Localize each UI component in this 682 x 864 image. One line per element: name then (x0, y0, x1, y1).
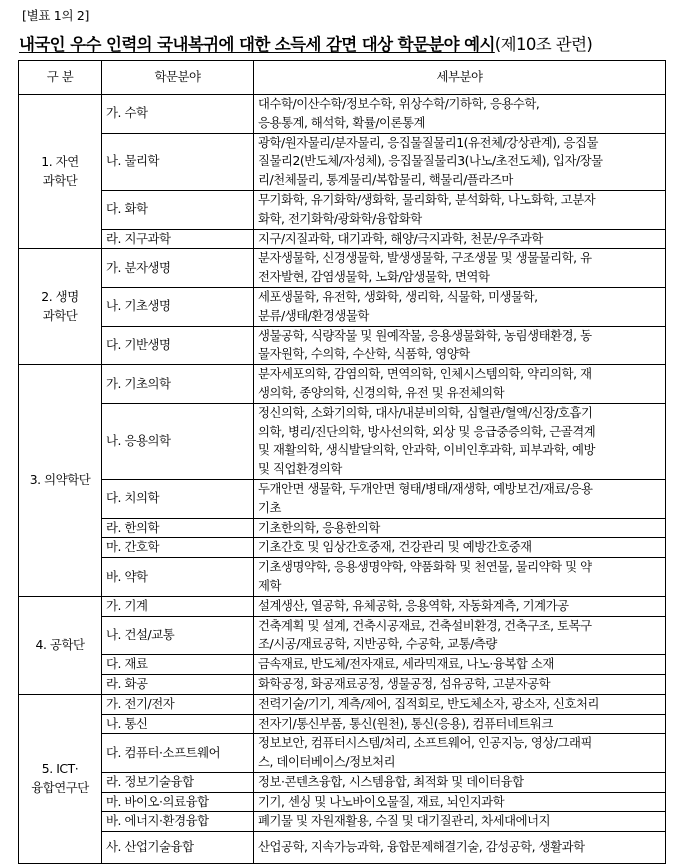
field-name: 사. 산업기술융합 (102, 832, 254, 864)
field-name: 라. 화공 (102, 674, 254, 694)
table-row (19, 538, 666, 558)
detail-line: 응용통계, 해석학, 확률/이론통계 (258, 114, 426, 130)
field-name: 다. 재료 (102, 655, 254, 675)
table-row (19, 832, 666, 864)
detail-line: 기초한의학, 응용한의학 (258, 519, 380, 535)
detail-line: 및 직업환경의학 (258, 461, 342, 477)
detail-line: 산업공학, 지속가능과학, 융합문제해결기술, 감성공학, 생활과학 (258, 839, 585, 855)
detail-line: 의학, 병리/진단의학, 방사선의학, 외상 및 응급중증의학, 근골격계 (258, 423, 596, 439)
group-label (19, 596, 102, 694)
group-label (19, 694, 102, 864)
field-detail (254, 674, 666, 694)
group-label-line: 융합연구단 (31, 779, 89, 795)
field-detail (254, 190, 666, 229)
detail-line: 광학/원자물리/분자물리, 응집물질물리1(유전체/강상관계), 응집물 (258, 134, 598, 150)
table-header-row (19, 61, 666, 95)
detail-line: 분류/생태/환경생물학 (258, 307, 369, 323)
field-name: 바. 약학 (102, 558, 254, 597)
field-detail (254, 538, 666, 558)
field-name: 마. 간호학 (102, 538, 254, 558)
detail-line: 기초 (258, 499, 281, 515)
field-name: 다. 기반생명 (102, 326, 254, 365)
field-name: 나. 통신 (102, 714, 254, 734)
table-row (19, 249, 666, 288)
field-name: 가. 수학 (102, 95, 254, 134)
detail-line: 리/천체물리, 통계물리/복합물리, 핵물리/플라즈마 (258, 172, 513, 188)
field-detail (254, 655, 666, 675)
title-suffix: (제10조 관련) (494, 35, 593, 54)
header-detail: 세부분야 (254, 61, 666, 95)
table-row (19, 616, 666, 655)
field-name: 마. 바이오·의료융합 (102, 792, 254, 812)
table-row (19, 558, 666, 597)
field-detail (254, 518, 666, 538)
field-name: 나. 건설/교통 (102, 616, 254, 655)
detail-line: 정신의학, 소화기의학, 대사/내분비의학, 심혈관/혈액/신장/호흡기 (258, 404, 593, 420)
detail-line: 제학 (258, 577, 281, 593)
field-name: 나. 응용의학 (102, 403, 254, 479)
field-detail (254, 558, 666, 597)
academic-fields-table (18, 60, 666, 864)
detail-line: 스, 데이터베이스/정보처리 (258, 754, 396, 770)
table-row (19, 655, 666, 675)
detail-line: 분자세포의학, 감염의학, 면역의학, 인체시스템의학, 약리의학, 재 (258, 366, 592, 382)
group-label-line: 과학단 (42, 172, 78, 188)
table-row (19, 674, 666, 694)
detail-line: 세포생물학, 유전학, 생화학, 생리학, 식물학, 미생물학, (258, 288, 538, 304)
detail-line: 기초간호 및 임상간호중재, 건강관리 및 예방간호중재 (258, 539, 532, 555)
table-row (19, 812, 666, 832)
field-detail (254, 812, 666, 832)
detail-line: 조/시공/재료공학, 지반공학, 수공학, 교통/측량 (258, 636, 497, 652)
detail-line: 건축계획 및 설계, 건축시공재료, 건축설비환경, 건축구조, 토목구 (258, 617, 592, 633)
field-name: 라. 한의학 (102, 518, 254, 538)
field-detail (254, 714, 666, 734)
table-row (19, 694, 666, 714)
field-detail (254, 734, 666, 773)
detail-line: 전자기/통신부품, 통신(원천), 통신(응용), 컴퓨터네트워크 (258, 715, 553, 731)
detail-line: 폐기물 및 자원재활용, 수질 및 대기질관리, 차세대에너지 (258, 813, 551, 829)
table-row (19, 365, 666, 404)
group-label (19, 249, 102, 365)
detail-line: 전력기술/기기, 계측/제어, 집적회로, 반도체소자, 광소자, 신호처리 (258, 695, 599, 711)
field-detail (254, 133, 666, 190)
field-detail (254, 479, 666, 518)
table-row (19, 133, 666, 190)
field-name: 라. 지구과학 (102, 229, 254, 249)
field-name: 나. 물리학 (102, 133, 254, 190)
table-row (19, 714, 666, 734)
field-detail (254, 616, 666, 655)
table-body (19, 95, 666, 864)
field-detail (254, 365, 666, 404)
detail-line: 물자원학, 수의학, 수산학, 식품학, 영양학 (258, 346, 470, 362)
field-detail (254, 403, 666, 479)
table-row (19, 479, 666, 518)
field-detail (254, 694, 666, 714)
document-title (19, 31, 592, 55)
field-name: 라. 정보기술융합 (102, 772, 254, 792)
group-label-line: 1. 자연 (41, 153, 79, 169)
table-row (19, 190, 666, 229)
group-label-line: 과학단 (42, 307, 78, 323)
detail-line: 무기화학, 유기화학/생화학, 물리화학, 분석화학, 나노화학, 고분자 (258, 191, 596, 207)
field-name: 가. 기계 (102, 596, 254, 616)
group-label-line: 5. ICT· (41, 761, 79, 777)
detail-line: 분자생물학, 신경생물학, 발생생물학, 구조생물 및 생물물리학, 유 (258, 250, 592, 266)
annex-label: [별표 1의 2] (22, 8, 90, 23)
field-detail (254, 792, 666, 812)
title-main: 내국인 우수 인력의 국내복귀에 대한 소득세 감면 대상 학문분야 예시 (19, 35, 495, 54)
field-detail (254, 772, 666, 792)
table-row (19, 287, 666, 326)
detail-line: 생의학, 종양의학, 신경의학, 유전 및 유전체의학 (258, 384, 505, 400)
table-row (19, 596, 666, 616)
group-label (19, 95, 102, 249)
group-label-line: 3. 의약학단 (29, 472, 91, 488)
table-row (19, 518, 666, 538)
field-name: 가. 전기/전자 (102, 694, 254, 714)
field-detail (254, 326, 666, 365)
field-detail (254, 832, 666, 864)
detail-line: 화학, 전기화학/광화학/융합화학 (258, 210, 422, 226)
detail-line: 대수학/이산수학/정보수학, 위상수학/기하학, 응용수학, (258, 96, 540, 111)
detail-line: 지구/지질과학, 대기과학, 해양/극지과학, 천문/우주과학 (258, 230, 543, 246)
detail-line: 두개안면 생물학, 두개안면 형태/병태/재생학, 예방보건/재료/응용 (258, 480, 593, 496)
table-row (19, 734, 666, 773)
group-label (19, 365, 102, 597)
group-label-line: 2. 생명 (41, 288, 79, 304)
field-detail (254, 287, 666, 326)
field-detail (254, 229, 666, 249)
table-row (19, 95, 666, 134)
detail-line: 기기, 센싱 및 나노바이오물질, 재료, 뇌인지과학 (258, 793, 505, 809)
detail-line: 금속재료, 반도체/전자재료, 세라믹재료, 나노·융복합 소재 (258, 656, 554, 672)
field-name: 가. 기초의학 (102, 365, 254, 404)
table-row (19, 229, 666, 249)
detail-line: 설계생산, 열공학, 유체공학, 응용역학, 자동화계측, 기계가공 (258, 597, 569, 613)
table-row (19, 326, 666, 365)
detail-line: 및 재활의학, 생식발달의학, 안과학, 이비인후과학, 피부과학, 예방 (258, 442, 596, 458)
detail-line: 전자발현, 감염생물학, 노화/암생물학, 면역학 (258, 269, 490, 285)
detail-line: 질물리2(반도체/자성체), 응집물질물리3(나노/초전도체), 입자/장물 (258, 153, 603, 169)
detail-line: 정보보안, 컴퓨터시스템/처리, 소프트웨어, 인공지능, 영상/그래픽 (258, 735, 593, 751)
field-name: 다. 컴퓨터·소프트웨어 (102, 734, 254, 773)
header-field: 학문분야 (102, 61, 254, 95)
field-name: 가. 분자생명 (102, 249, 254, 288)
field-name: 다. 치의학 (102, 479, 254, 518)
detail-line: 기초생명약학, 응용생명약학, 약품화학 및 천연물, 물리약학 및 약 (258, 559, 592, 575)
field-name: 다. 화학 (102, 190, 254, 229)
group-label-line: 4. 공학단 (35, 636, 85, 652)
field-detail (254, 95, 666, 134)
table-row (19, 792, 666, 812)
detail-line: 생물공학, 식량작물 및 원예작물, 응용생물화학, 농림생태환경, 동 (258, 327, 592, 343)
field-name: 바. 에너지·환경융합 (102, 812, 254, 832)
detail-line: 정보·콘텐츠융합, 시스템융합, 최적화 및 데이터융합 (258, 773, 524, 789)
table-row (19, 403, 666, 479)
field-name: 나. 기초생명 (102, 287, 254, 326)
header-category: 구 분 (19, 61, 102, 95)
detail-line: 화학공정, 화공재료공정, 생물공정, 섬유공학, 고분자공학 (258, 675, 551, 691)
field-detail (254, 249, 666, 288)
table-row (19, 772, 666, 792)
field-detail (254, 596, 666, 616)
